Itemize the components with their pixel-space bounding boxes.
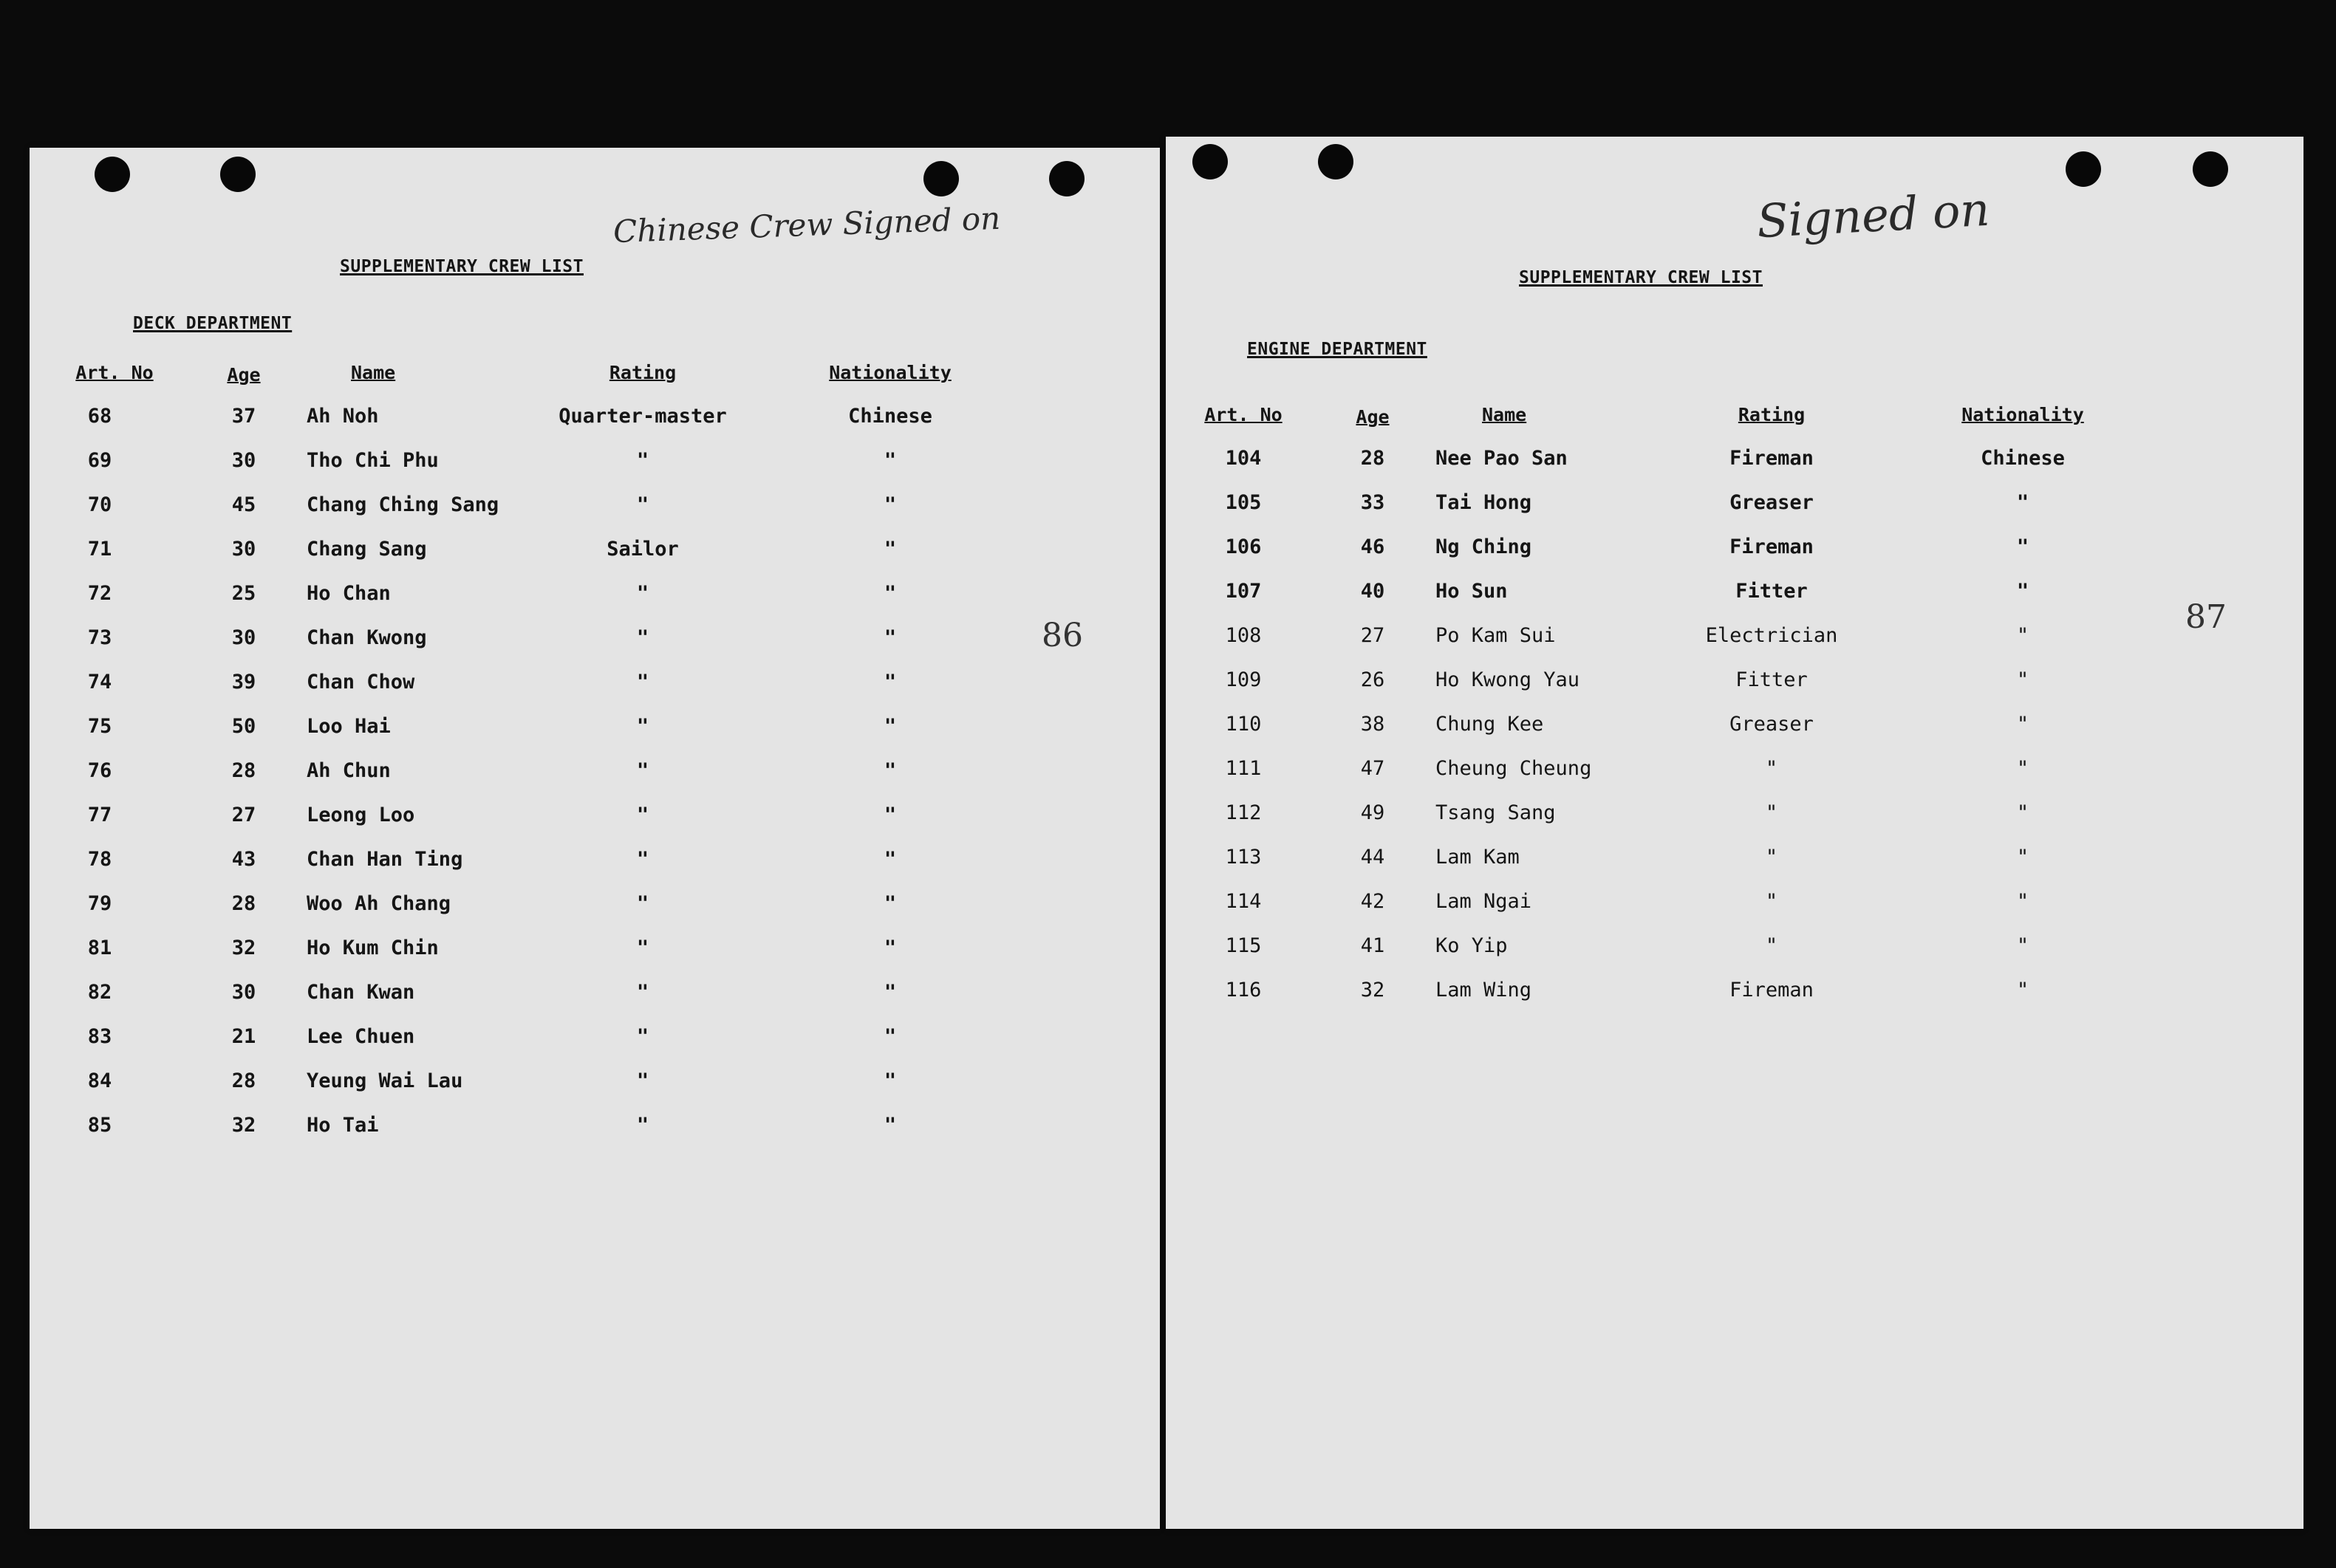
cell-age: 28 [231,1069,256,1092]
header-rating: Rating [609,362,677,383]
cell-rating: Fireman [1729,535,1814,558]
cell-art-no: 111 [1225,757,1262,780]
cell-art-no: 79 [87,892,112,915]
punch-hole [95,157,130,192]
cell-name: Cheung Cheung [1435,757,1592,780]
cell-art-no: 82 [87,981,112,1004]
cell-nationality: " [884,715,897,738]
cell-name: Lee Chuen [307,1025,415,1048]
department-heading: DECK DEPARTMENT [133,314,293,333]
cell-rating: " [1765,890,1778,913]
punch-hole [1318,144,1353,179]
handwritten-annotation: Chinese Crew Signed on [612,199,1001,250]
cell-age: 41 [1360,934,1385,957]
cell-nationality: " [2016,624,2029,647]
cell-name: Chang Sang [307,538,427,561]
cell-age: 40 [1360,580,1385,603]
cell-name: Nee Pao San [1435,447,1568,470]
header-name: Name [1482,404,1527,425]
cell-age: 27 [1360,624,1385,647]
list-title: SUPPLEMENTARY CREW LIST [340,257,584,276]
cell-age: 28 [231,892,256,915]
cell-rating: Fitter [1735,580,1808,603]
header-nationality: Nationality [1961,404,2084,425]
page-number: 86 [1042,617,1083,654]
header-age: Age [1356,406,1390,428]
cell-name: Tho Chi Phu [307,449,439,472]
cell-age: 42 [1360,890,1385,913]
cell-rating: " [636,981,649,1004]
cell-art-no: 76 [87,759,112,782]
cell-name: Tsang Sang [1435,801,1556,824]
cell-name: Chang Ching Sang [307,493,499,516]
cell-age: 30 [231,626,256,649]
cell-art-no: 81 [87,937,112,959]
cell-art-no: 109 [1225,668,1262,691]
cell-rating: " [1765,801,1778,824]
cell-name: Ho Kum Chin [307,937,439,959]
cell-art-no: 78 [87,848,112,871]
header-rating: Rating [1738,404,1806,425]
cell-age: 38 [1360,713,1385,736]
cell-nationality: " [2016,535,2029,558]
cell-age: 33 [1360,491,1385,514]
cell-name: Leong Loo [307,804,415,826]
cell-nationality: " [884,582,897,605]
cell-name: Loo Hai [307,715,391,738]
cell-rating: " [636,1025,649,1048]
cell-art-no: 75 [87,715,112,738]
cell-rating: Fireman [1729,447,1814,470]
cell-name: Ho Chan [307,582,391,605]
cell-nationality: " [884,1069,897,1092]
cell-age: 21 [231,1025,256,1048]
cell-art-no: 115 [1225,934,1262,957]
cell-art-no: 85 [87,1114,112,1137]
cell-art-no: 83 [87,1025,112,1048]
cell-nationality: " [2016,757,2029,780]
cell-rating: " [636,671,649,694]
cell-rating: Greaser [1729,713,1814,736]
cell-nationality: " [2016,491,2029,514]
cell-rating: " [636,626,649,649]
cell-age: 32 [231,1114,256,1137]
cell-name: Yeung Wai Lau [307,1069,463,1092]
cell-age: 27 [231,804,256,826]
page-number: 87 [2185,598,2227,636]
cell-name: Po Kam Sui [1435,624,1556,647]
list-title: SUPPLEMENTARY CREW LIST [1519,268,1763,287]
cell-rating: " [636,759,649,782]
cell-age: 47 [1360,757,1385,780]
cell-nationality: " [884,937,897,959]
cell-nationality: " [2016,580,2029,603]
cell-name: Ho Tai [307,1114,379,1137]
right-crew-list-page [1166,137,2303,1529]
cell-name: Ah Noh [307,405,379,428]
cell-age: 39 [231,671,256,694]
cell-name: Lam Kam [1435,846,1520,869]
cell-age: 25 [231,582,256,605]
cell-age: 28 [1360,447,1385,470]
department-heading: ENGINE DEPARTMENT [1247,340,1427,359]
header-nationality: Nationality [829,362,952,383]
cell-art-no: 73 [87,626,112,649]
cell-nationality: " [2016,934,2029,957]
cell-art-no: 107 [1225,580,1262,603]
cell-age: 49 [1360,801,1385,824]
cell-art-no: 106 [1225,535,1262,558]
cell-name: Lam Ngai [1435,890,1532,913]
cell-rating: Greaser [1729,491,1814,514]
cell-rating: " [636,493,649,516]
cell-nationality: " [884,981,897,1004]
cell-name: Chan Han Ting [307,848,463,871]
cell-rating: " [636,848,649,871]
cell-art-no: 113 [1225,846,1262,869]
cell-nationality: Chinese [848,405,932,428]
cell-name: Lam Wing [1435,979,1532,1002]
cell-name: Chan Chow [307,671,415,694]
cell-art-no: 105 [1225,491,1262,514]
cell-nationality: " [884,759,897,782]
cell-art-no: 74 [87,671,112,694]
cell-rating: " [636,582,649,605]
cell-art-no: 104 [1225,447,1262,470]
punch-hole [2066,151,2101,187]
cell-rating: Quarter-master [559,405,727,428]
punch-hole [2193,151,2228,187]
cell-name: Chan Kwong [307,626,427,649]
cell-nationality: " [884,804,897,826]
punch-hole [1049,161,1085,196]
cell-rating: Electrician [1705,624,1838,647]
cell-age: 26 [1360,668,1385,691]
cell-nationality: " [2016,801,2029,824]
cell-rating: " [636,715,649,738]
cell-rating: " [636,892,649,915]
cell-nationality: " [2016,846,2029,869]
cell-nationality: " [884,626,897,649]
cell-art-no: 69 [87,449,112,472]
cell-nationality: " [2016,713,2029,736]
cell-age: 46 [1360,535,1385,558]
cell-art-no: 70 [87,493,112,516]
cell-art-no: 71 [87,538,112,561]
cell-nationality: " [884,538,897,561]
cell-name: Ho Sun [1435,580,1508,603]
cell-art-no: 77 [87,804,112,826]
cell-art-no: 72 [87,582,112,605]
cell-rating: " [636,937,649,959]
cell-rating: Sailor [607,538,679,561]
cell-rating: " [1765,846,1778,869]
cell-nationality: " [2016,668,2029,691]
punch-hole [220,157,256,192]
cell-age: 32 [1360,979,1385,1002]
header-name: Name [351,362,396,383]
cell-age: 32 [231,937,256,959]
cell-rating: " [636,449,649,472]
header-art-no: Art. No [75,362,154,383]
cell-rating: " [1765,757,1778,780]
cell-rating: Fireman [1729,979,1814,1002]
punch-hole [923,161,959,196]
cell-nationality: " [884,671,897,694]
cell-age: 28 [231,759,256,782]
cell-name: Chan Kwan [307,981,415,1004]
cell-name: Ng Ching [1435,535,1532,558]
cell-rating: " [1765,934,1778,957]
cell-nationality: " [884,848,897,871]
cell-rating: Fitter [1735,668,1808,691]
cell-art-no: 112 [1225,801,1262,824]
cell-rating: " [636,1114,649,1137]
cell-nationality: " [884,493,897,516]
cell-age: 44 [1360,846,1385,869]
header-art-no: Art. No [1204,404,1283,425]
cell-nationality: " [2016,890,2029,913]
cell-nationality: " [884,1025,897,1048]
cell-name: Tai Hong [1435,491,1532,514]
cell-nationality: " [2016,979,2029,1002]
cell-art-no: 84 [87,1069,112,1092]
cell-art-no: 116 [1225,979,1262,1002]
cell-age: 37 [231,405,256,428]
cell-nationality: " [884,1114,897,1137]
cell-art-no: 110 [1225,713,1262,736]
cell-art-no: 114 [1225,890,1262,913]
cell-nationality: " [884,449,897,472]
cell-age: 30 [231,449,256,472]
handwritten-annotation: Signed on [1755,182,1991,249]
cell-age: 30 [231,538,256,561]
cell-age: 50 [231,715,256,738]
cell-art-no: 68 [87,405,112,428]
cell-name: Ah Chun [307,759,391,782]
cell-rating: " [636,804,649,826]
cell-rating: " [636,1069,649,1092]
cell-name: Ko Yip [1435,934,1508,957]
cell-age: 45 [231,493,256,516]
left-crew-list-page [30,148,1160,1529]
cell-name: Ho Kwong Yau [1435,668,1580,691]
cell-name: Chung Kee [1435,713,1544,736]
cell-age: 30 [231,981,256,1004]
cell-nationality: Chinese [1981,447,2065,470]
punch-hole [1192,144,1228,179]
cell-age: 43 [231,848,256,871]
cell-art-no: 108 [1225,624,1262,647]
cell-name: Woo Ah Chang [307,892,451,915]
cell-nationality: " [884,892,897,915]
header-age: Age [227,364,261,386]
